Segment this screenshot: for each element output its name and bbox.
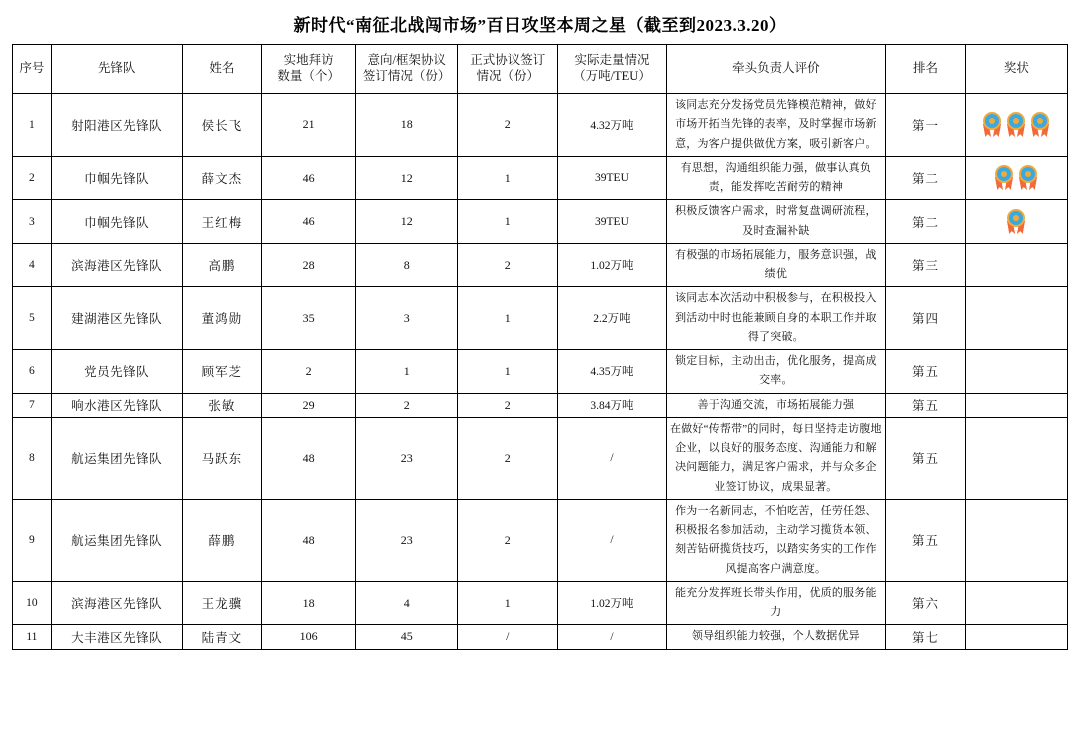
row-comment: 积极反馈客户需求，时常复盘调研流程，及时查漏补缺 xyxy=(666,200,886,244)
row-volume: 1.02万吨 xyxy=(558,581,666,625)
row-formal: 2 xyxy=(458,417,558,499)
table-row xyxy=(13,94,1068,157)
row-intent: 12 xyxy=(356,200,458,244)
row-name: 董鸿勋 xyxy=(182,287,262,350)
row-intent: 12 xyxy=(356,156,458,200)
table-header-row xyxy=(13,45,1068,94)
row-intent: 23 xyxy=(356,499,458,581)
table-row xyxy=(13,200,1068,244)
medal-icon xyxy=(1006,208,1026,236)
row-index: 10 xyxy=(13,581,52,625)
row-volume: 1.02万吨 xyxy=(558,243,666,287)
header-comment xyxy=(666,45,886,94)
page-title: 新时代“南征北战闯市场”百日攻坚本周之星（截至到2023.3.20） xyxy=(293,16,787,35)
row-volume: / xyxy=(558,417,666,499)
header-index-label: 序号 xyxy=(19,61,45,76)
row-award xyxy=(965,287,1067,350)
medal-icon xyxy=(1006,111,1026,139)
row-comment: 有极强的市场拓展能力，服务意识强，战绩优 xyxy=(666,243,886,287)
star-of-the-week-table xyxy=(12,44,1068,650)
table-row xyxy=(13,243,1068,287)
header-formal-line2: 情况（份） xyxy=(476,69,540,83)
row-index: 6 xyxy=(13,350,52,394)
row-index: 2 xyxy=(13,156,52,200)
award-medals xyxy=(969,208,1064,236)
header-award-label: 奖状 xyxy=(1003,61,1029,76)
row-award xyxy=(965,156,1067,200)
row-award xyxy=(965,499,1067,581)
medal-icon xyxy=(1030,111,1050,139)
row-visits: 28 xyxy=(262,243,356,287)
row-award xyxy=(965,581,1067,625)
award-medals xyxy=(969,111,1064,139)
table-row xyxy=(13,499,1068,581)
row-comment: 该同志充分发扬党员先锋模范精神，做好市场开拓当先锋的表率，及时掌握市场新意，为客户提供做优方案，吸引新客户。 xyxy=(666,94,886,157)
header-volume-line1: 实际走量情况 xyxy=(574,53,650,68)
row-name: 高鹏 xyxy=(182,243,262,287)
row-index: 11 xyxy=(13,625,52,649)
row-rank: 第五 xyxy=(886,350,966,394)
table-row xyxy=(13,393,1068,417)
row-formal: 1 xyxy=(458,287,558,350)
row-formal: 2 xyxy=(458,243,558,287)
row-formal: / xyxy=(458,625,558,649)
header-visits xyxy=(262,45,356,94)
row-award xyxy=(965,350,1067,394)
row-visits: 2 xyxy=(262,350,356,394)
row-intent: 3 xyxy=(356,287,458,350)
table-row xyxy=(13,156,1068,200)
row-award xyxy=(965,417,1067,499)
table-row xyxy=(13,625,1068,649)
row-team: 航运集团先锋队 xyxy=(51,499,182,581)
header-team-label: 先锋队 xyxy=(97,61,136,76)
row-visits: 46 xyxy=(262,200,356,244)
row-intent: 4 xyxy=(356,581,458,625)
medal-icon xyxy=(982,111,1002,139)
row-award xyxy=(965,393,1067,417)
row-team: 滨海港区先锋队 xyxy=(51,243,182,287)
row-team: 巾帼先锋队 xyxy=(51,156,182,200)
row-comment: 该同志本次活动中积极参与，在积极投入到活动中时也能兼顾自身的本职工作并取得了突破。 xyxy=(666,287,886,350)
medal-icon xyxy=(1018,164,1038,192)
row-team: 航运集团先锋队 xyxy=(51,417,182,499)
row-index: 7 xyxy=(13,393,52,417)
row-index: 9 xyxy=(13,499,52,581)
row-comment: 作为一名新同志，不怕吃苦，任劳任怨、积极报名参加活动，主动学习揽货本领、刻苦钻研揽货技巧，以踏实务实的工作作风提高客户满意度。 xyxy=(666,499,886,581)
row-name: 张敏 xyxy=(182,393,262,417)
row-team: 响水港区先锋队 xyxy=(51,393,182,417)
header-visits-line2: 数量（个） xyxy=(277,69,340,83)
row-name: 陆青文 xyxy=(182,625,262,649)
header-index xyxy=(13,45,52,94)
header-name-label: 姓名 xyxy=(209,61,235,76)
header-formal-line1: 正式协议签订 xyxy=(470,53,546,68)
row-intent: 8 xyxy=(356,243,458,287)
row-rank: 第五 xyxy=(886,417,966,499)
row-team: 滨海港区先锋队 xyxy=(51,581,182,625)
row-rank: 第七 xyxy=(886,625,966,649)
row-intent: 23 xyxy=(356,417,458,499)
row-team: 巾帼先锋队 xyxy=(51,200,182,244)
row-rank: 第二 xyxy=(886,200,966,244)
header-intent-line2: 签订情况（份） xyxy=(362,69,451,83)
row-index: 3 xyxy=(13,200,52,244)
row-name: 顾军芝 xyxy=(182,350,262,394)
header-name xyxy=(182,45,262,94)
header-visits-line1: 实地拜访 xyxy=(283,53,334,68)
row-team: 党员先锋队 xyxy=(51,350,182,394)
table-row xyxy=(13,417,1068,499)
header-intent xyxy=(356,45,458,94)
table-row xyxy=(13,581,1068,625)
row-index: 8 xyxy=(13,417,52,499)
row-name: 薛文杰 xyxy=(182,156,262,200)
row-formal: 1 xyxy=(458,350,558,394)
row-visits: 48 xyxy=(262,499,356,581)
row-intent: 45 xyxy=(356,625,458,649)
row-name: 马跃东 xyxy=(182,417,262,499)
table-row xyxy=(13,287,1068,350)
table-body xyxy=(13,94,1068,650)
row-volume: 2.2万吨 xyxy=(558,287,666,350)
row-visits: 48 xyxy=(262,417,356,499)
row-rank: 第五 xyxy=(886,393,966,417)
row-formal: 2 xyxy=(458,393,558,417)
row-index: 5 xyxy=(13,287,52,350)
header-formal xyxy=(458,45,558,94)
row-visits: 106 xyxy=(262,625,356,649)
row-formal: 2 xyxy=(458,94,558,157)
row-name: 侯长飞 xyxy=(182,94,262,157)
row-team: 建湖港区先锋队 xyxy=(51,287,182,350)
header-intent-line1: 意向/框架协议 xyxy=(367,53,446,68)
row-team: 射阳港区先锋队 xyxy=(51,94,182,157)
table-row xyxy=(13,350,1068,394)
row-intent: 18 xyxy=(356,94,458,157)
row-volume: 4.35万吨 xyxy=(558,350,666,394)
header-award xyxy=(965,45,1067,94)
row-comment: 有思想，沟通组织能力强，做事认真负责，能发挥吃苦耐劳的精神 xyxy=(666,156,886,200)
row-formal: 1 xyxy=(458,156,558,200)
row-index: 1 xyxy=(13,94,52,157)
row-award xyxy=(965,94,1067,157)
row-comment: 在做好“传帮带”的同时，每日坚持走访腹地企业，以良好的服务态度、沟通能力和解决问题能力，满足客户需求，并与众多企业签订协议，成果显著。 xyxy=(666,417,886,499)
row-rank: 第二 xyxy=(886,156,966,200)
table-header xyxy=(13,45,1068,94)
row-intent: 1 xyxy=(356,350,458,394)
row-visits: 21 xyxy=(262,94,356,157)
row-name: 薛鹏 xyxy=(182,499,262,581)
row-visits: 35 xyxy=(262,287,356,350)
row-index: 4 xyxy=(13,243,52,287)
row-volume: 4.32万吨 xyxy=(558,94,666,157)
row-rank: 第四 xyxy=(886,287,966,350)
row-rank: 第六 xyxy=(886,581,966,625)
header-volume-line2: （万吨/TEU） xyxy=(573,69,651,83)
row-volume: 39TEU xyxy=(558,156,666,200)
row-visits: 29 xyxy=(262,393,356,417)
row-award xyxy=(965,243,1067,287)
row-comment: 锁定目标，主动出击，优化服务，提高成交率。 xyxy=(666,350,886,394)
row-visits: 46 xyxy=(262,156,356,200)
row-formal: 1 xyxy=(458,581,558,625)
row-rank: 第五 xyxy=(886,499,966,581)
row-formal: 2 xyxy=(458,499,558,581)
row-formal: 1 xyxy=(458,200,558,244)
header-rank-label: 排名 xyxy=(912,61,938,76)
medal-icon xyxy=(994,164,1014,192)
row-volume: / xyxy=(558,499,666,581)
row-rank: 第一 xyxy=(886,94,966,157)
row-visits: 18 xyxy=(262,581,356,625)
row-volume: 3.84万吨 xyxy=(558,393,666,417)
row-comment: 善于沟通交流，市场拓展能力强 xyxy=(666,393,886,417)
row-award xyxy=(965,625,1067,649)
row-name: 王龙骥 xyxy=(182,581,262,625)
header-volume xyxy=(558,45,666,94)
row-award xyxy=(965,200,1067,244)
row-volume: 39TEU xyxy=(558,200,666,244)
header-comment-label: 牵头负责人评价 xyxy=(732,61,820,76)
header-rank xyxy=(886,45,966,94)
row-comment: 能充分发挥班长带头作用，优质的服务能力 xyxy=(666,581,886,625)
row-team: 大丰港区先锋队 xyxy=(51,625,182,649)
row-intent: 2 xyxy=(356,393,458,417)
row-comment: 领导组织能力较强，个人数据优异 xyxy=(666,625,886,649)
award-medals xyxy=(969,164,1064,192)
header-team xyxy=(51,45,182,94)
row-rank: 第三 xyxy=(886,243,966,287)
row-name: 王红梅 xyxy=(182,200,262,244)
row-volume: / xyxy=(558,625,666,649)
